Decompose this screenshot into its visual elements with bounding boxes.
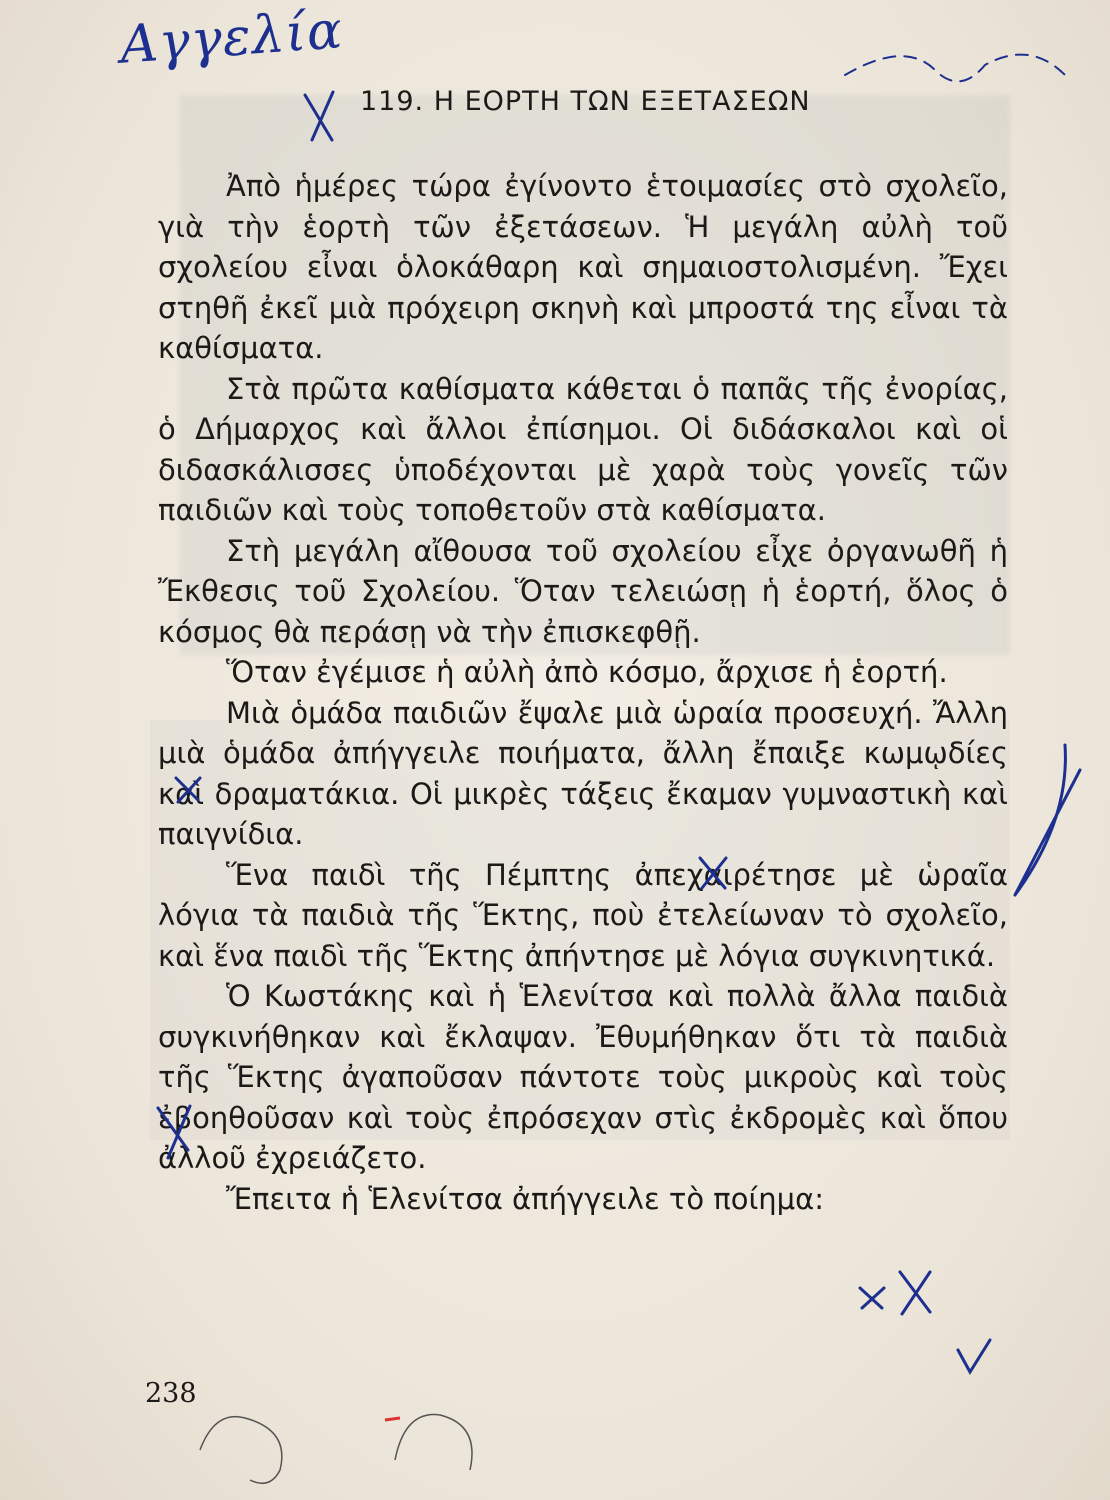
paragraph-3: Στὴ μεγάλη αἴθουσα τοῦ σχολείου εἶχε ὀργανωθῆ ἡ Ἔκθεσις τοῦ Σχολείου. Ὅταν τελειώσῃ ἡ ἑορτή, ὅλος ὁ κόσμος θὰ περάσῃ νὰ τὴν ἐπισκεφθῇ.: [158, 533, 1008, 649]
pencil-doodle-right: [395, 1415, 472, 1470]
paragraph-4: Ὅταν ἐγέμισε ἡ αὐλὴ ἀπὸ κόσμο, ἄρχισε ἡ ἑορτή.: [226, 655, 948, 689]
cross-mark-dramatakia: [700, 858, 726, 888]
paragraph-8: Ἔπειτα ἡ Ἑλενίτσα ἀπήγγειλε τὸ ποίημα:: [226, 1181, 825, 1216]
heading-cross-mark: [305, 92, 333, 140]
red-ink-mark: [385, 1418, 400, 1420]
handwritten-note: Αγγελία: [118, 0, 345, 76]
check-mark-poem: [958, 1340, 990, 1372]
cross-mark-kostakis: [158, 1106, 190, 1158]
paragraph-1: Ἀπὸ ἡμέρες τώρα ἐγίνοντο ἑτοιμασίες στὸ σχολεῖο, γιὰ τὴν ἑορτὴ τῶν ἐξετάσεων. Ἡ μεγάλη αὐλὴ τοῦ σχολείου εἶναι ὁλοκάθαρη καὶ σημαιοστολισμένη. Ἔχει στηθῆ ἐκεῖ μιὰ πρόχειρη σκηνὴ καὶ μπροστά της εἶναι τὰ καθίσματα.: [158, 169, 1008, 365]
paragraph-6: Ἕνα παιδὶ τῆς Πέμπτης ἀπεχαιρέτησε μὲ ὡραῖα λόγια τὰ παιδιὰ τῆς Ἕκτης, ποὺ ἐτελείωναν τὸ σχολεῖο, καὶ ἕνα παιδὶ τῆς Ἕκτης ἀπήντησε μὲ λόγια συγκινητικά.: [158, 857, 1008, 973]
paragraph-7: Ὁ Κωστάκης καὶ ἡ Ἑλενίτσα καὶ πολλὰ ἄλλα παιδιὰ συγκινήθηκαν καὶ ἔκλαψαν. Ἐθυμήθηκαν ὅτι τὰ παιδιὰ τῆς Ἕκτης ἀγαποῦσαν πάντοτε τοὺς μικροὺς καὶ τοὺς ἐβοηθοῦσαν καὶ τοὺς ἐπρόσεχαν στὶς ἐκδρομὲς καὶ ὅπου ἀλλοῦ ἐχρειάζετο.: [158, 979, 1008, 1175]
pencil-doodle-left: [200, 1417, 282, 1484]
page-number: 238: [145, 1378, 197, 1409]
cross-mark-prayer: [176, 778, 200, 802]
cross-mark-end-1: [860, 1288, 884, 1308]
cross-mark-end-2: [900, 1272, 930, 1314]
paragraph-2: Στὰ πρῶτα καθίσματα κάθεται ὁ παπᾶς τῆς ἐνορίας, ὁ Δήμαρχος καὶ ἄλλοι ἐπίσημοι. Οἱ διδάσκαλοι καὶ οἱ διδασκάλισσες ὑποδέχονται μὲ χαρὰ τοὺς γονεῖς τῶν παιδιῶν καὶ τοὺς τοποθετοῦν στὰ καθίσματα.: [158, 371, 1008, 527]
chapter-heading: 119. Η ΕΟΡΤΗ ΤΩΝ ΕΞΕΤΑΣΕΩΝ: [360, 86, 811, 117]
paragraph-5: Μιὰ ὁμάδα παιδιῶν ἔψαλε μιὰ ὡραία προσευχή. Ἄλλη μιὰ ὁμάδα ἀπήγγειλε ποιήματα, ἄλλη ἔπαιξε κωμῳδίες καὶ δραματάκια. Οἱ μικρὲς τάξεις ἔκαμαν γυμναστικὴ καὶ παιγνίδια.: [158, 695, 1008, 851]
margin-dashed-curve: [845, 55, 1065, 82]
margin-check-line: [1015, 745, 1080, 895]
